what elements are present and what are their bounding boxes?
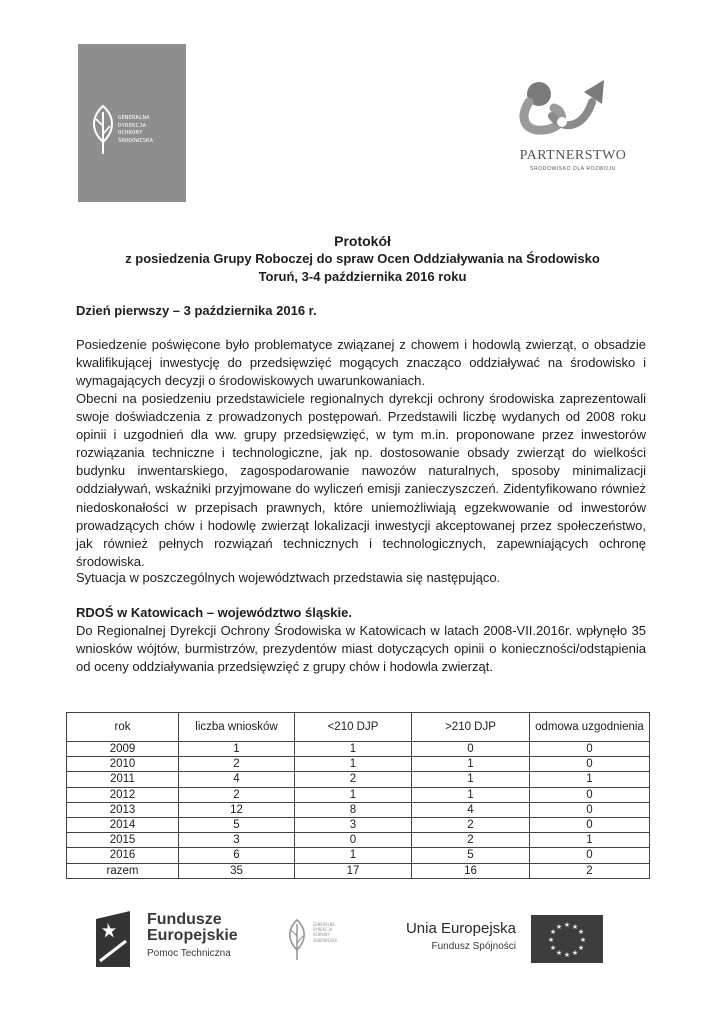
gdos-small-text: GENERALNA DYREKCJA OCHRONY ŚRODOWISKA [313, 922, 338, 943]
table-cell: 8 [295, 802, 412, 817]
table-cell: 1 [295, 742, 412, 757]
paragraph-presentations: Obecni na posiedzeniu przedstawiciele regionalnych dyrekcji ochrony środowiska zaprezentowali swoje doświadczenia z prowadzonych postępowań. Przedstawili liczbę wydanych od 2008 roku opinii i uzgodnień dla ww. grupy przedsięwzięć, w tym m.in. proponowane przez inwestorów rozwiązania techniczne i technologiczne, jak np. dostosowanie obsady zwierząt do wielkości budynku inwentarskiego, zagospodarowanie nawozów naturalnych, sposoby minimalizacji oddziaływań, wskaźniki przyjmowane do wyliczeń emisji zanieczyszczeń. Zidentyfikowano również niedoskonałości w przepisach prawnych, które uniemożliwiają egzekwowanie od inwestorów prowadzących chów i hodowlę zwierząt lokalizacji inwestycji akceptowanej przez społeczeństwo, jak również pełnych rozwiązań technicznych i technologicznych, zapewniających ochronę środowiska. [76, 391, 646, 569]
table-cell: 4 [412, 802, 530, 817]
svg-text:★: ★ [577, 944, 585, 952]
header-refusal: odmowa uzgodnienia [530, 713, 650, 742]
table-cell: 2 [530, 863, 650, 878]
gdos-logo [78, 44, 186, 202]
paragraph-katowice: Do Regionalnej Dyrekcji Ochrony Środowiska w Katowicach w latach 2008-VII.2016r. wpłynęło 35 wniosków wójtów, burmistrzów, prezydentów miast dotyczących opinii o konieczności/odstąpienia od oceny oddziaływania przedsięwzięć z grupy chów i hodowla zwierząt. [76, 623, 646, 675]
svg-text:★: ★ [549, 928, 557, 936]
table-cell: 12 [179, 802, 295, 817]
paragraph-situation: Sytuacja w poszczególnych województwach przedstawia się następująco. [76, 570, 501, 585]
document-title [60, 232, 665, 286]
table-cell: 2 [295, 772, 412, 787]
table-cell: 0 [530, 802, 650, 817]
table-row [67, 787, 650, 802]
table-row [67, 848, 650, 863]
eu-stars-icon [531, 915, 603, 963]
svg-text:★: ★ [549, 944, 557, 952]
table-cell: 1 [412, 787, 530, 802]
day-heading: Dzień pierwszy – 3 października 2016 r. [76, 303, 317, 318]
gdos-logo-text: GENERALNA DYREKCJA OCHRONY ŚRODOWISKA [118, 115, 154, 144]
table-cell: 0 [530, 787, 650, 802]
title-line-1: Protokół [334, 233, 391, 249]
table-cell: 2 [412, 817, 530, 832]
table-row [67, 833, 650, 848]
table-cell: 2016 [67, 848, 179, 863]
svg-text:★: ★ [571, 949, 579, 957]
table-cell: 2013 [67, 802, 179, 817]
table-row [67, 772, 650, 787]
table-cell: 0 [412, 742, 530, 757]
svg-text:★: ★ [577, 928, 585, 936]
paragraph-intro: Posiedzenie poświęcone było problematyce związanej z chowem i hodowlą zwierząt, o obsadzie kwalifikującej inwestycję do przedsięwzięć mogących znacząco oddziaływać na środowisko i wymagających decyzji o środowiskowych uwarunkowaniach. [76, 337, 646, 389]
table-row-total [67, 863, 650, 878]
svg-text:★: ★ [547, 936, 555, 944]
table-cell: 6 [179, 848, 295, 863]
svg-text:★: ★ [555, 923, 563, 931]
table-cell: 1 [530, 772, 650, 787]
european-funds-icon [96, 911, 140, 967]
table-cell: 5 [179, 817, 295, 832]
title-line-2: z posiedzenia Grupy Roboczej do spraw Ocen Oddziaływania na Środowisko [125, 251, 600, 266]
header-above-210: >210 DJP [412, 713, 530, 742]
table-cell: 2009 [67, 742, 179, 757]
gdos-small-leaf-icon [285, 918, 309, 962]
table-cell: 0 [530, 742, 650, 757]
table-cell: 1 [295, 787, 412, 802]
header-requests: liczba wniosków [179, 713, 295, 742]
table-cell: razem [67, 863, 179, 878]
table-cell: 1 [530, 833, 650, 848]
section-heading-katowice: RDOŚ w Katowicach – województwo śląskie. [76, 605, 352, 620]
header-below-210: <210 DJP [295, 713, 412, 742]
table-cell: 1 [412, 772, 530, 787]
table-row [67, 742, 650, 757]
table-cell: 2014 [67, 817, 179, 832]
table-cell: 0 [295, 833, 412, 848]
table-cell: 2 [412, 833, 530, 848]
table-cell: 0 [530, 757, 650, 772]
table-cell: 35 [179, 863, 295, 878]
partnership-arrow-icon [504, 72, 624, 152]
table-cell: 17 [295, 863, 412, 878]
table-header-row [67, 713, 650, 742]
header-year: rok [67, 713, 179, 742]
requests-table [66, 712, 650, 879]
table-cell: 16 [412, 863, 530, 878]
leaf-icon [88, 104, 118, 156]
table-cell: 0 [530, 848, 650, 863]
table-row [67, 757, 650, 772]
table-row [67, 817, 650, 832]
eu-flag-icon [531, 915, 603, 963]
svg-text:★: ★ [563, 951, 571, 959]
footer-logos [0, 900, 725, 980]
svg-text:★: ★ [571, 923, 579, 931]
eu-text: Unia Europejska Fundusz Spójności [405, 920, 516, 952]
table-cell: 3 [179, 833, 295, 848]
svg-text:★: ★ [555, 949, 563, 957]
table-cell: 2015 [67, 833, 179, 848]
table-cell: 2012 [67, 787, 179, 802]
table-cell: 1 [295, 848, 412, 863]
partnership-title: PARTNERSTWO [519, 148, 627, 163]
svg-text:★: ★ [563, 921, 571, 929]
table-cell: 3 [295, 817, 412, 832]
table-cell: 5 [412, 848, 530, 863]
table-cell: 2011 [67, 772, 179, 787]
table-cell: 1 [295, 757, 412, 772]
table-cell: 2 [179, 757, 295, 772]
table-row [67, 802, 650, 817]
table-cell: 2 [179, 787, 295, 802]
european-funds-text: Fundusze Europejskie Pomoc Techniczna [147, 911, 238, 959]
table-cell: 0 [530, 817, 650, 832]
table-cell: 1 [412, 757, 530, 772]
table-cell: 4 [179, 772, 295, 787]
table-cell: 2010 [67, 757, 179, 772]
svg-text:★: ★ [579, 936, 587, 944]
title-line-3: Toruń, 3-4 października 2016 roku [258, 269, 467, 284]
partnership-subtitle: ŚRODOWISKO DLA ROZWOJU [530, 166, 616, 172]
table-cell: 1 [179, 742, 295, 757]
